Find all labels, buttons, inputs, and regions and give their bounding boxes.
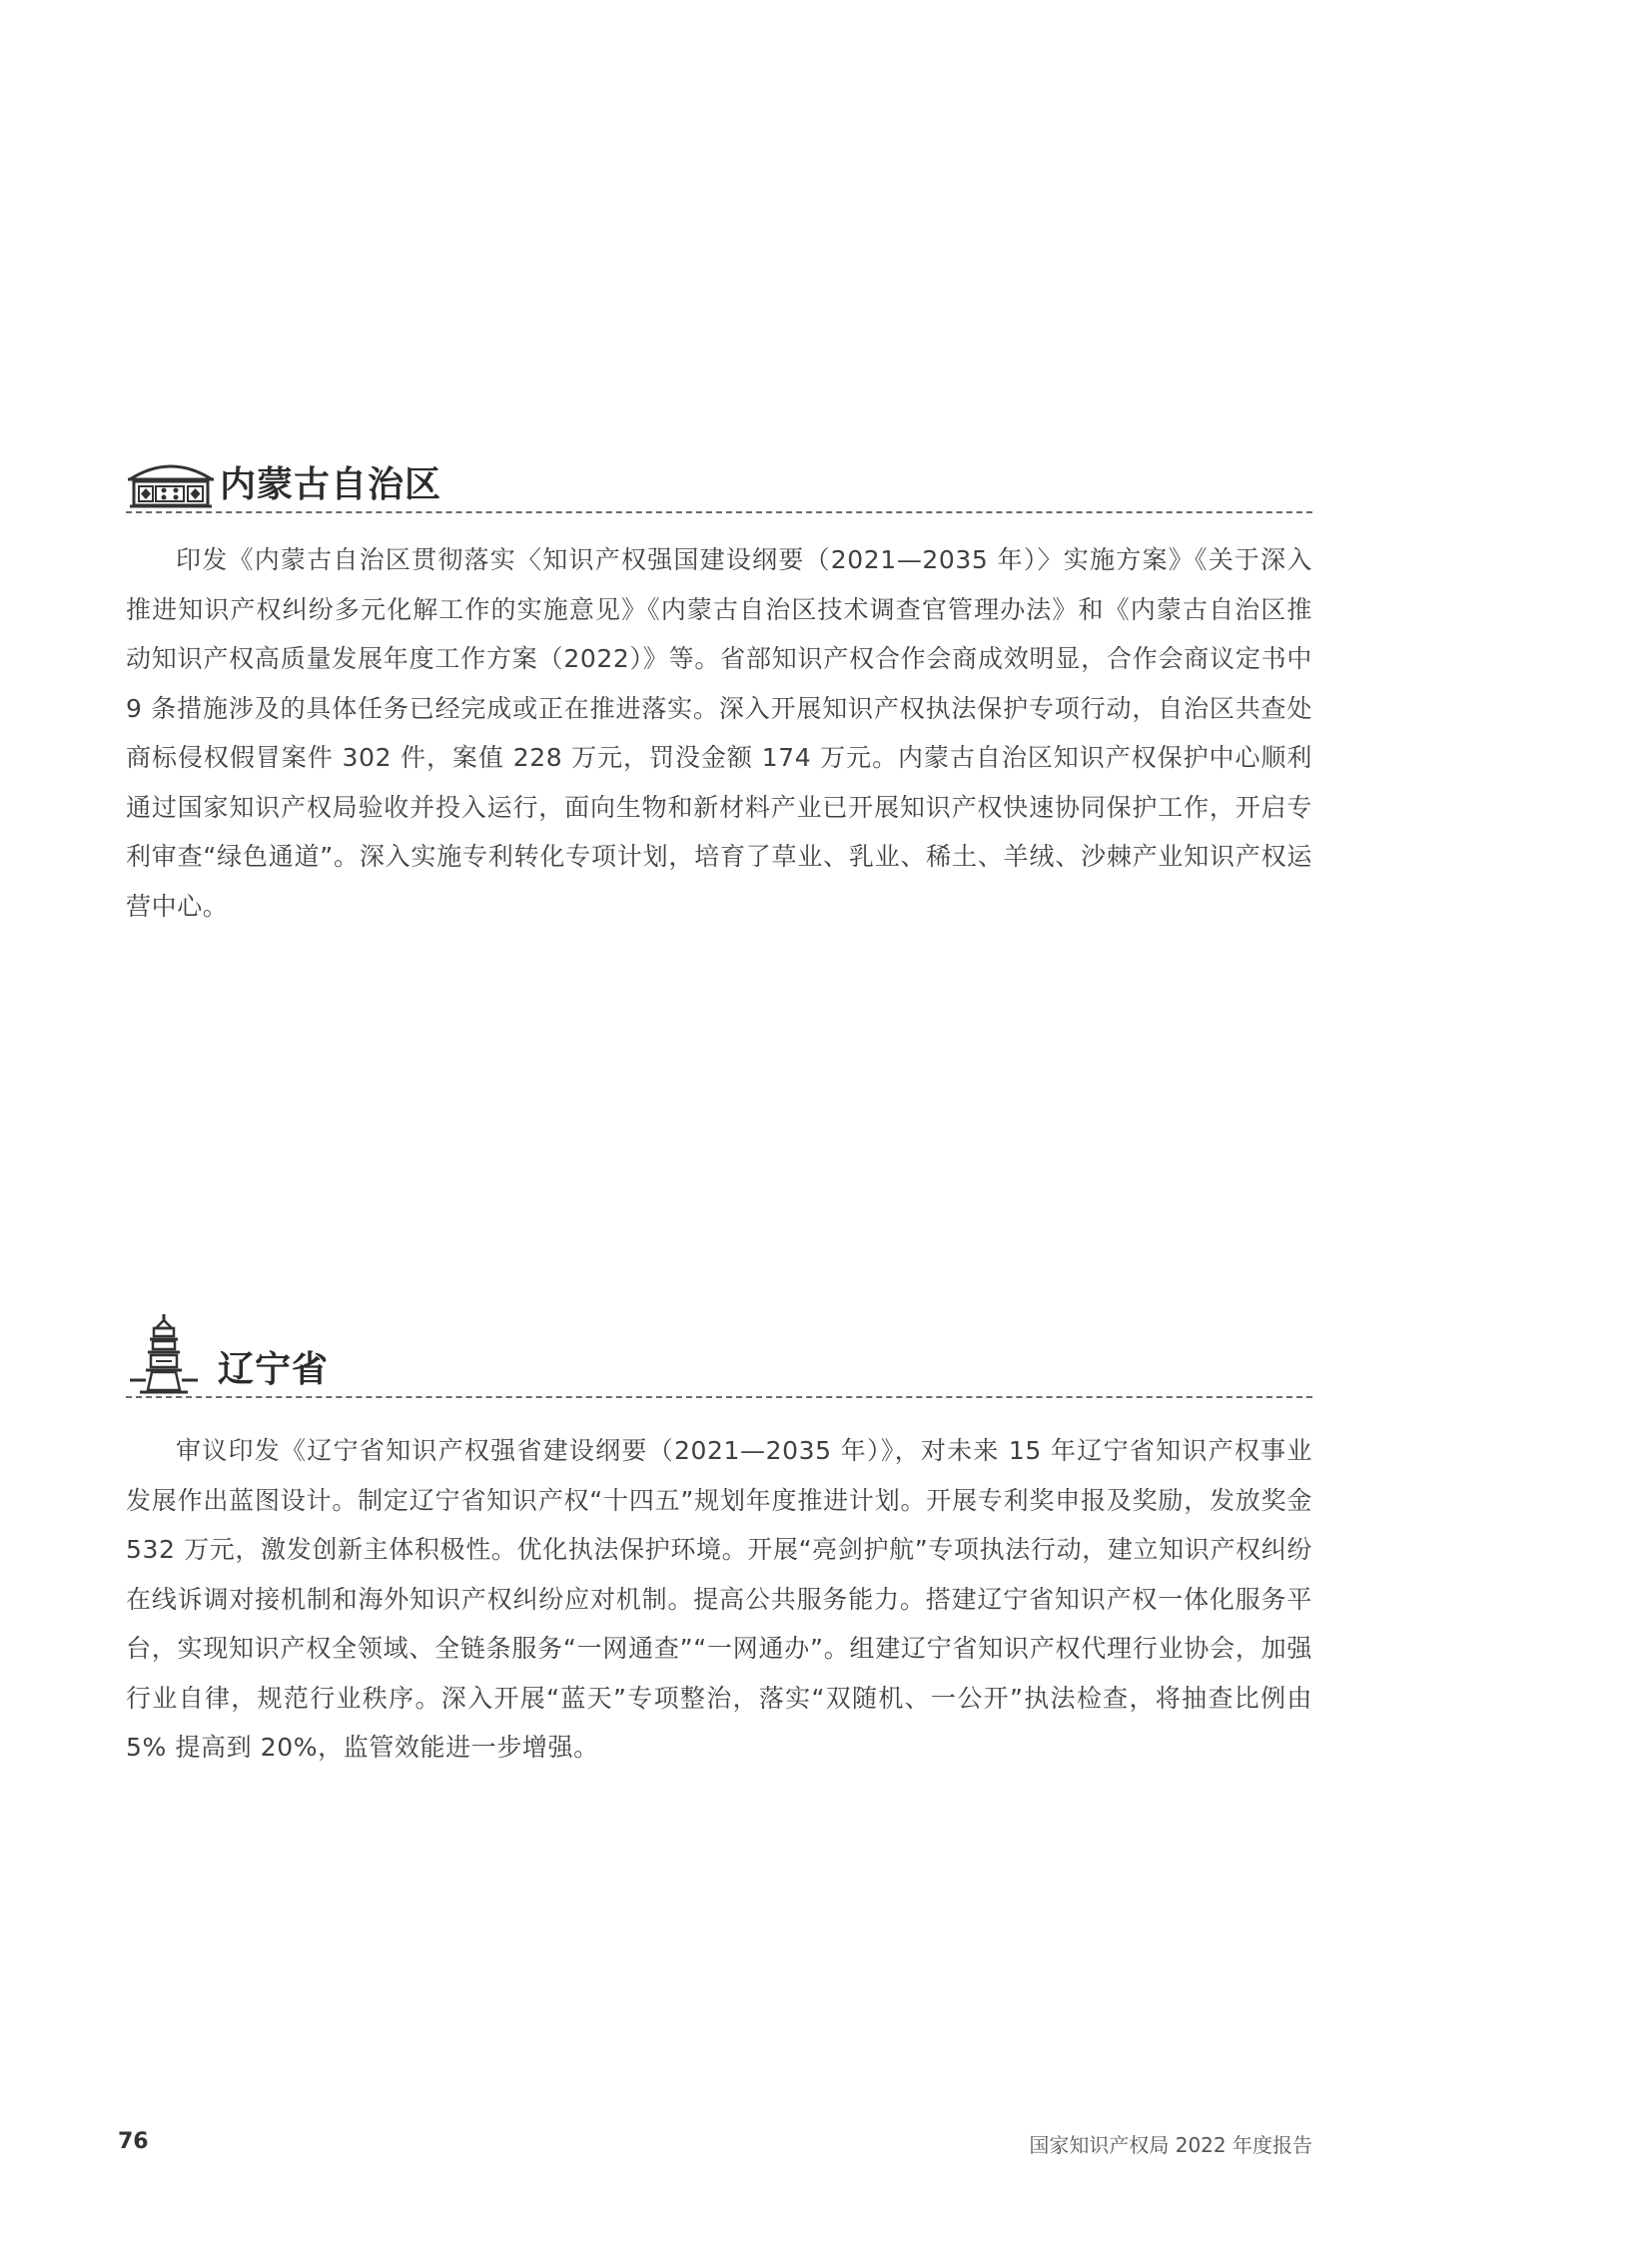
section-liaoning: [126, 1340, 1312, 1773]
section-inner-mongolia: [126, 451, 1312, 931]
section-title: 辽宁省: [218, 1349, 330, 1390]
section-heading: [126, 451, 1312, 513]
page-number: 76: [118, 2129, 149, 2154]
section-title: 内蒙古自治区: [220, 464, 442, 505]
report-title: 国家知识产权局 2022 年度报告: [1029, 2133, 1312, 2157]
section-body: 审议印发《辽宁省知识产权强省建设纲要（2021—2035 年）》，对未来 15 年辽宁省知识产权事业发展作出蓝图设计。制定辽宁省知识产权“十四五”规划年度推进计划。开展专利奖申报及奖励，发放奖金 532 万元，激发创新主体积极性。优化执法保护环境。开展“亮剑护航”专项执法行动，建立知识产权纠纷在线诉调对接机制和海外知识产权纠纷应对机制。提高公共服务能力。搭建辽宁省知识产权一体化服务平台，实现知识产权全领域、全链条服务“一网通查”“一网通办”。组建辽宁省知识产权代理行业协会，加强行业自律，规范行业秩序。深入开展“蓝天”专项整治，落实“双随机、一公开”执法检查，将抽查比例由 5% 提高到 20%，监管效能进一步增强。: [126, 1436, 1312, 1762]
yurt-icon: [126, 457, 216, 509]
section-body: 印发《内蒙古自治区贯彻落实〈知识产权强国建设纲要（2021—2035 年）〉实施方案》《关于深入推进知识产权纠纷多元化解工作的实施意见》《内蒙古自治区技术调查官管理办法》和《内蒙古自治区推动知识产权高质量发展年度工作方案（2022）》等。省部知识产权合作会商成效明显，合作会商议定书中 9 条措施涉及的具体任务已经完成或正在推进落实。深入开展知识产权执法保护专项行动，自治区共查处商标侵权假冒案件 302 件，案值 228 万元，罚没金额 174 万元。内蒙古自治区知识产权保护中心顺利通过国家知识产权局验收并投入运行，面向生物和新材料产业已开展知识产权快速协同保护工作，开启专利审查“绿色通道”。深入实施专利转化专项计划，培育了草业、乳业、稀土、羊绒、沙棘产业知识产权运营中心。: [126, 545, 1312, 921]
page-footer: [118, 2129, 1312, 2161]
tower-icon: [126, 1312, 202, 1398]
section-heading: [126, 1340, 1312, 1398]
